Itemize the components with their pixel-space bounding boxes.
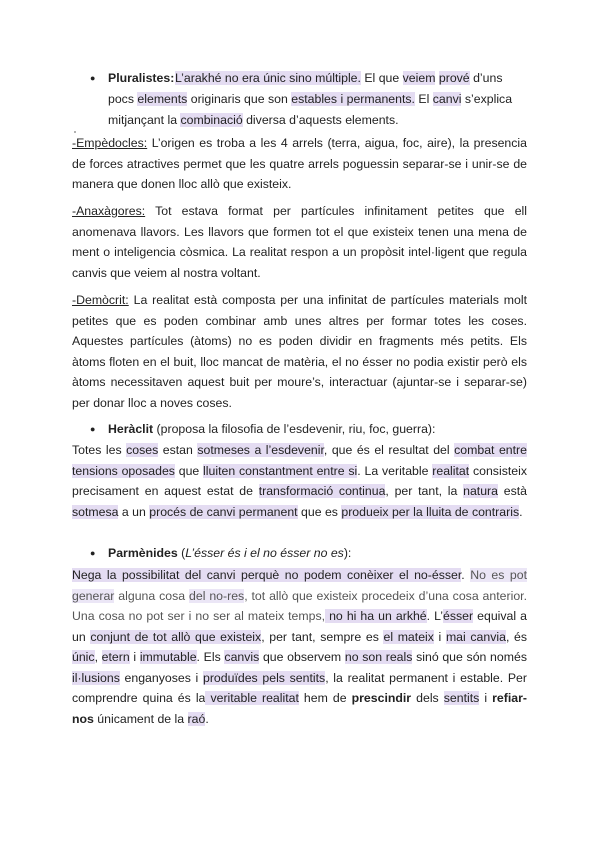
pluralistes-line-2: pocs elements originaris que son estables i permanents. El canvi s’explica xyxy=(108,92,513,106)
parmenides-paragraph: Nega la possibilitat del canvi perquè no podem conèixer el no-ésser. No es pot generar alguna cosa del no-res, tot allò que existeix procedeix d’una cosa anterior. Una cosa no pot ser i no ser al mateix temps, no hi ha un arkhé. L’ésser equival a un conjunt de tot allò que existeix, per tant, sempre es el mateix i mai canvia, és únic, etern i immutable. Els canvis que observem no son reals sinó que són només il·lusions enganyoses i produïdes pels sentits, la realitat permanent i estable. Per comprendre quina és la veritable realitat hem de prescindir dels sentits i refiar-nos únicament de la raó. xyxy=(72,568,527,726)
parmenides-heading-line: ● Parmènides (L’ésser és i el no ésser no es): xyxy=(90,543,351,564)
anaxagores-name: -Anaxàgores: xyxy=(72,204,146,218)
democrit-text: La realitat està composta per una infinitat de partícules materials molt petites que es poden combinar amb unes altres per formar totes les coses. Aquestes partícules (àtoms) no es poden dividir en fragments més petits. Els àtoms floten en el buit, lloc mancat de matèria, el no ésser no podia existir però els àtoms necessitaven aquest buit per moure’s, interactuar (ajuntar-se i separar-se) per donar lloc a noves coses. xyxy=(72,293,527,410)
bullet-icon: ● xyxy=(90,548,96,558)
heraclit-subtitle: (proposa la filosofia de l’esdevenir, riu, foc, guerra): xyxy=(153,422,436,436)
anaxagores-text: Tot estava format per partícules infinitament petites que ell anomenava llavors. Les llavors que formen tot el que existeix tenen una mena de ment o inteligencia còsmica. La realitat respon a un propòsit intel·ligent que regula canvis que veiem al nostra voltant. xyxy=(72,204,527,280)
empedocles-text: L’origen es troba a les 4 arrels (terra, aigua, foc, aire), la presencia de forces atractives permet que les quatre arrels poguessin separar-se i unir-se de manera que donen lloc allò que existeix. xyxy=(72,136,527,191)
bullet-icon: ● xyxy=(90,424,96,434)
pluralistes-heading-line xyxy=(90,68,174,89)
empedocles-name: -Empèdocles: xyxy=(72,136,148,150)
parmenides-quote: L’ésser és i el no ésser no es xyxy=(185,546,344,560)
heraclit-title: Heràclit xyxy=(108,422,154,436)
heraclit-heading-line xyxy=(90,419,435,440)
pluralistes-line-1: L’arakhé no era únic sino múltiple. El que veiem prové d’uns xyxy=(175,71,503,85)
democrit-name: -Demòcrit: xyxy=(72,293,129,307)
democrit-paragraph xyxy=(72,290,527,413)
anaxagores-paragraph xyxy=(72,201,527,283)
empedocles-paragraph xyxy=(72,133,527,195)
parmenides-title: Parmènides xyxy=(108,546,178,560)
pluralistes-line-3: mitjançant la combinació diversa d’aquests elements. xyxy=(108,113,399,127)
bullet-icon: ● xyxy=(90,73,96,83)
pluralistes-title: Pluralistes: xyxy=(108,71,175,85)
heraclit-paragraph: Totes les coses estan sotmeses a l’esdevenir, que és el resultat del combat entre tensions oposades que lluiten constantment entre si. La veritable realitat consisteix precisament en aquest estat de transformació continua, per tant, la natura està sotmesa a un procés de canvi permanent que es produeix per la lluita de contraris. xyxy=(72,443,527,519)
